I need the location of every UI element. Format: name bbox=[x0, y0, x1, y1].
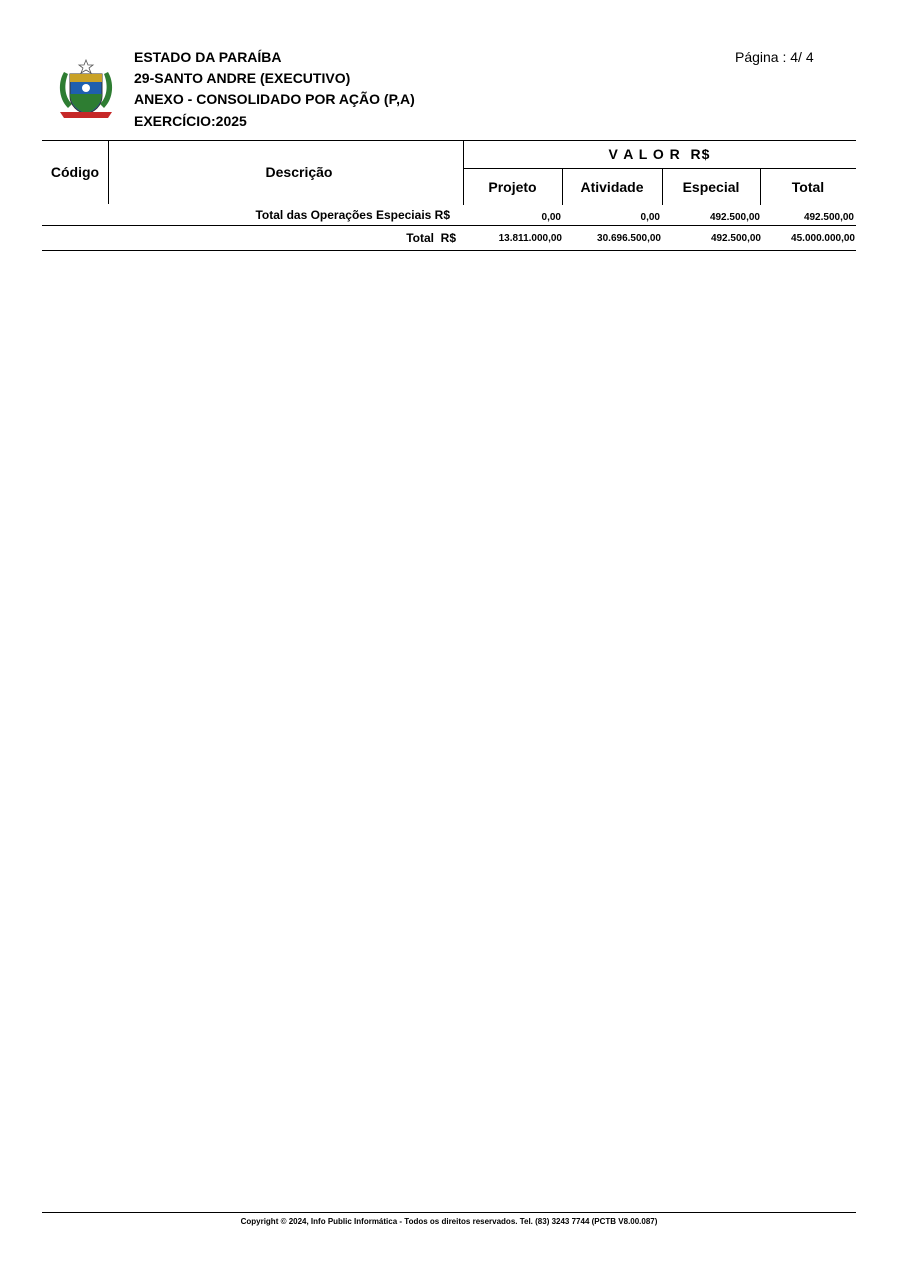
cell-atividade: 0,00 bbox=[640, 212, 660, 223]
header-descricao: Descrição bbox=[265, 164, 333, 180]
header-state: ESTADO DA PARAÍBA bbox=[134, 49, 282, 65]
valor-group-rule bbox=[463, 168, 856, 169]
header-report-title: ANEXO - CONSOLIDADO POR AÇÃO (P,A) bbox=[134, 91, 415, 107]
cell-total: 492.500,00 bbox=[803, 212, 854, 223]
cell-especial: 492.500,00 bbox=[709, 212, 760, 223]
header-entity: 29-SANTO ANDRE (EXECUTIVO) bbox=[134, 70, 351, 86]
cell-projeto: 13.811.000,00 bbox=[498, 233, 562, 244]
page-number: Página : 4/ 4 bbox=[735, 49, 814, 65]
row-separator bbox=[42, 225, 856, 226]
cell-total: 45.000.000,00 bbox=[791, 233, 855, 244]
table-bottom-rule bbox=[42, 250, 856, 251]
cell-atividade: 30.696.500,00 bbox=[597, 233, 661, 244]
header-fiscal-year: EXERCÍCIO:2025 bbox=[134, 113, 247, 129]
col-divider-codigo bbox=[108, 141, 109, 204]
table-top-rule bbox=[42, 140, 856, 141]
header-projeto: Projeto bbox=[488, 179, 537, 195]
coat-of-arms-icon bbox=[56, 58, 116, 120]
header-especial: Especial bbox=[682, 179, 740, 195]
row-label-operacoes-especiais: Total das Operações Especiais R$ bbox=[255, 208, 450, 222]
row-label-grand-total: Total R$ bbox=[406, 231, 456, 245]
cell-projeto: 0,00 bbox=[541, 212, 561, 223]
header-atividade: Atividade bbox=[580, 179, 644, 195]
footer-rule bbox=[42, 1212, 856, 1213]
header-total: Total bbox=[791, 179, 825, 195]
header-codigo: Código bbox=[50, 164, 100, 180]
header-valor-group: V A L O R R$ bbox=[608, 146, 711, 162]
footer-copyright: Copyright © 2024, Info Public Informática - Todos os direitos reservados. Tel. (83) 3243 7744 (PCTB V8.00.087) bbox=[240, 1217, 658, 1226]
cell-especial: 492.500,00 bbox=[710, 233, 761, 244]
